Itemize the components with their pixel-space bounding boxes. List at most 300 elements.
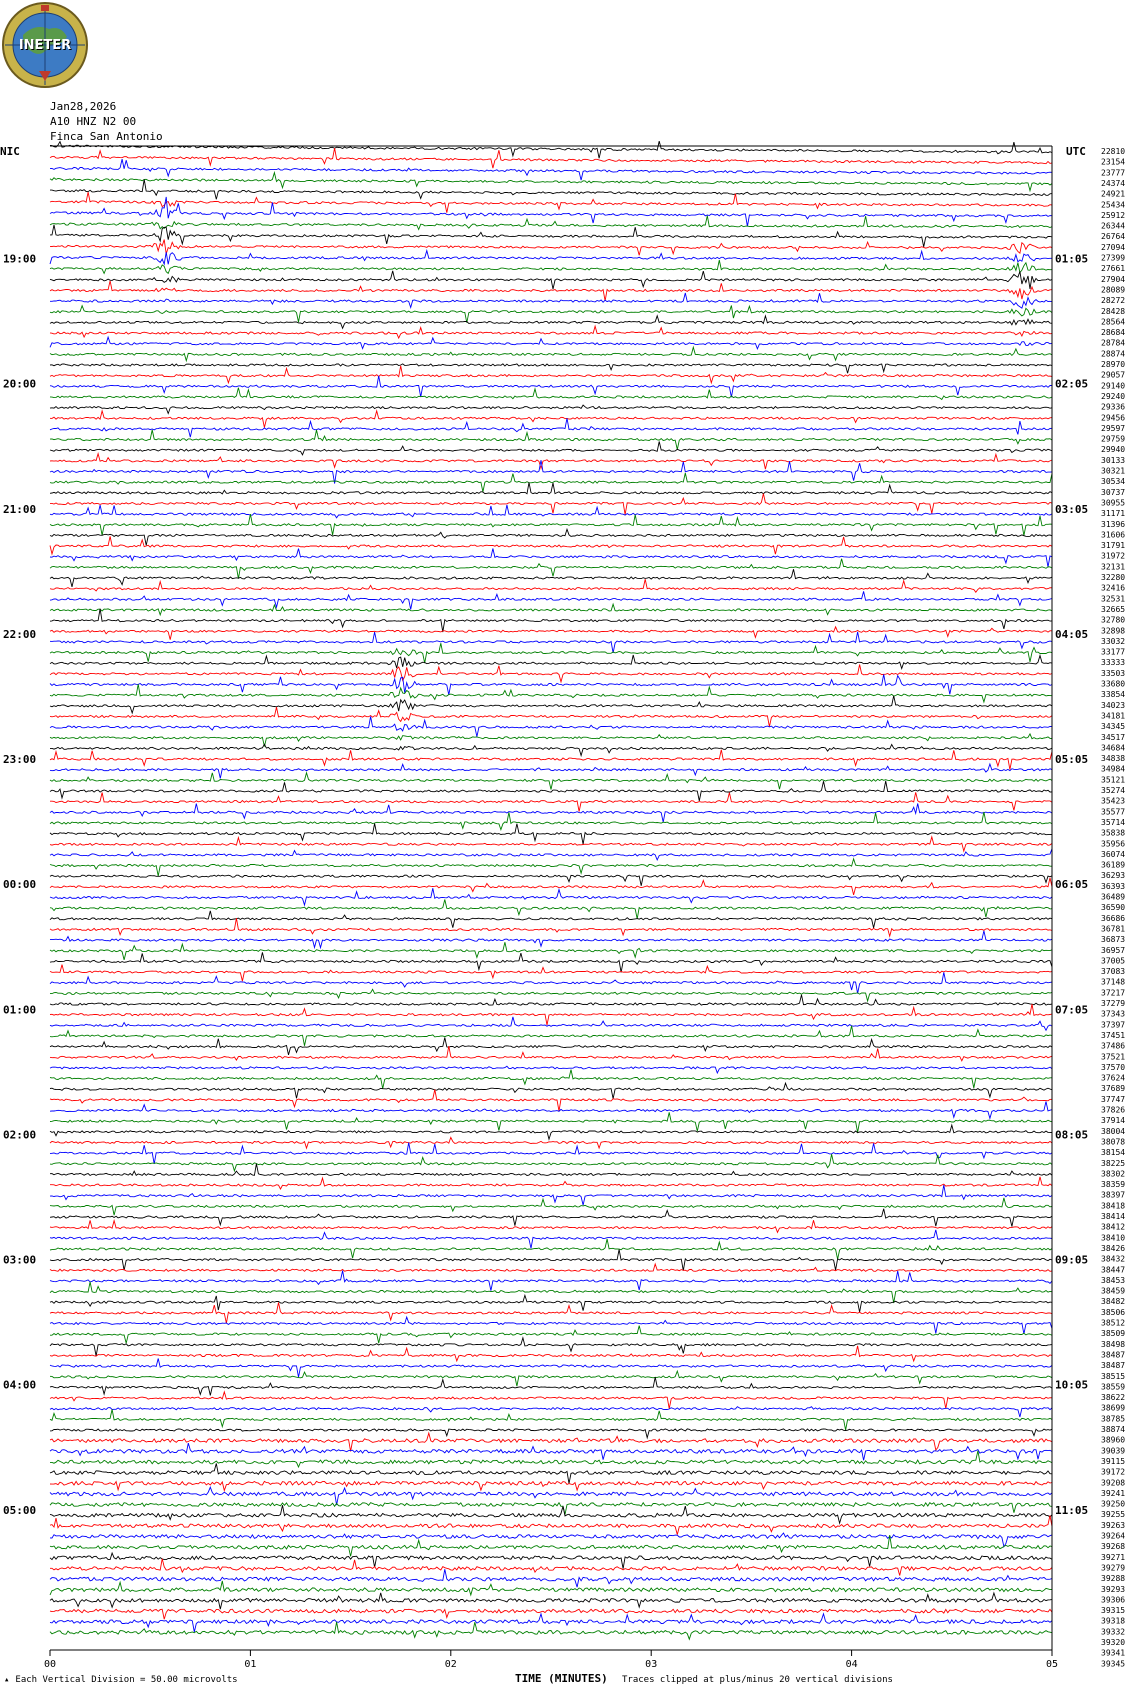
- trace-value-label: 39268: [1101, 1542, 1126, 1552]
- trace-line: [50, 411, 1052, 428]
- trace-value-label: 24921: [1101, 189, 1126, 199]
- trace-line: [50, 1066, 1052, 1073]
- trace-line: [50, 643, 1052, 663]
- x-tick-label: 01: [244, 1659, 257, 1670]
- trace-value-label: 39345: [1101, 1659, 1126, 1669]
- trace-line: [50, 536, 1052, 554]
- trace-line: [50, 1209, 1052, 1227]
- trace-line: [50, 604, 1052, 615]
- trace-value-label: 39172: [1101, 1467, 1126, 1477]
- trace-line: [50, 627, 1052, 640]
- trace-value-label: 30737: [1101, 487, 1126, 497]
- trace-value-label: 28272: [1101, 296, 1126, 306]
- trace-line: [50, 1250, 1052, 1271]
- trace-line: [50, 888, 1052, 905]
- left-time-label: 02:00: [3, 1128, 37, 1142]
- trace-value-label: 37397: [1101, 1020, 1126, 1030]
- trace-value-label: 23777: [1101, 168, 1126, 178]
- trace-line: [50, 918, 1052, 936]
- trace-value-label: 38397: [1101, 1190, 1126, 1200]
- trace-line: [50, 989, 1052, 1001]
- trace-line: [50, 225, 1052, 247]
- trace-value-label: 38412: [1101, 1222, 1126, 1232]
- right-time-label: 10:05: [1055, 1378, 1089, 1392]
- trace-value-label: 39318: [1101, 1616, 1126, 1626]
- trace-value-label: 26764: [1101, 232, 1126, 242]
- right-time-label: 02:05: [1055, 377, 1089, 391]
- trace-value-label: 38512: [1101, 1318, 1126, 1328]
- trace-value-label: 37747: [1101, 1094, 1126, 1104]
- trace-line: [50, 1464, 1052, 1484]
- trace-value-label: 36590: [1101, 903, 1126, 913]
- trace-line: [50, 388, 1052, 400]
- trace-value-label: 29456: [1101, 413, 1126, 423]
- trace-value-label: 39115: [1101, 1456, 1126, 1466]
- trace-line: [50, 632, 1052, 653]
- trace-line: [50, 707, 1052, 727]
- trace-line: [50, 1359, 1052, 1378]
- x-tick-label: 02: [444, 1659, 457, 1670]
- right-time-label: 09:05: [1055, 1253, 1089, 1267]
- trace-value-label: 38874: [1101, 1425, 1126, 1434]
- trace-value-label: 33854: [1101, 690, 1126, 700]
- trace-value-label: 38509: [1101, 1329, 1126, 1339]
- trace-value-label: 36686: [1101, 913, 1126, 923]
- trace-line: [50, 931, 1052, 948]
- trace-line: [50, 494, 1052, 515]
- trace-value-label: 36489: [1101, 892, 1126, 902]
- trace-group: [50, 141, 1052, 1639]
- trace-value-label: 39264: [1101, 1531, 1126, 1541]
- x-ticks-group: [44, 1650, 1058, 1670]
- trace-value-label: 32280: [1101, 573, 1126, 582]
- trace-line: [50, 1317, 1052, 1334]
- trace-line: [50, 995, 1052, 1005]
- trace-value-label: 28874: [1101, 349, 1126, 359]
- trace-value-label: 38225: [1101, 1158, 1126, 1168]
- trace-line: [50, 1346, 1052, 1361]
- x-tick-label: 03: [645, 1659, 658, 1670]
- trace-value-label: 35121: [1101, 775, 1126, 785]
- trace-line: [50, 1451, 1052, 1467]
- trace-value-label: 37624: [1101, 1073, 1126, 1083]
- right-timezone-label: UTC: [1066, 145, 1086, 158]
- trace-value-label: 27904: [1101, 274, 1126, 284]
- trace-value-label: 38699: [1101, 1403, 1126, 1413]
- trace-value-label: 34984: [1101, 764, 1126, 774]
- trace-line: [50, 750, 1052, 770]
- trace-value-label: 34517: [1101, 732, 1126, 742]
- trace-line: [50, 1326, 1052, 1344]
- trace-line: [50, 1443, 1052, 1460]
- trace-value-label: 36189: [1101, 860, 1126, 870]
- trace-line: [50, 1198, 1052, 1215]
- trace-value-label: 33503: [1101, 668, 1126, 678]
- trace-line: [50, 1614, 1052, 1632]
- trace-value-label: 39271: [1101, 1552, 1126, 1562]
- trace-value-label: 24374: [1101, 178, 1126, 188]
- trace-line: [50, 609, 1052, 632]
- trace-value-label: 33680: [1101, 679, 1126, 689]
- trace-line: [50, 1070, 1052, 1089]
- trace-value-label: 37570: [1101, 1062, 1126, 1072]
- trace-value-label: 37689: [1101, 1084, 1126, 1094]
- trace-value-label: 36074: [1101, 849, 1126, 859]
- trace-value-label: 38487: [1101, 1350, 1126, 1360]
- trace-value-label: 37083: [1101, 967, 1126, 977]
- trace-value-label: 38785: [1101, 1414, 1126, 1424]
- header-station: Finca San Antonio: [50, 130, 163, 143]
- trace-value-label: 29597: [1101, 423, 1126, 433]
- trace-line: [50, 1407, 1052, 1417]
- trace-line: [50, 281, 1052, 301]
- trace-line: [50, 364, 1052, 373]
- trace-line: [50, 965, 1052, 982]
- trace-line: [50, 549, 1052, 568]
- left-time-label: 05:00: [3, 1503, 37, 1517]
- header-channel: A10 HNZ N2 00: [50, 115, 137, 128]
- trace-line: [50, 240, 1052, 256]
- trace-value-label: 38506: [1101, 1307, 1126, 1317]
- trace-value-label: 34684: [1101, 743, 1126, 753]
- trace-line: [50, 781, 1052, 801]
- trace-value-label: 35577: [1101, 807, 1126, 817]
- trace-value-label: 38447: [1101, 1265, 1126, 1275]
- trace-value-label: 38559: [1101, 1382, 1126, 1392]
- trace-value-label: 35714: [1101, 817, 1126, 827]
- trace-value-label: 38410: [1101, 1233, 1126, 1243]
- trace-line: [50, 1185, 1052, 1205]
- trace-value-label: 39039: [1101, 1446, 1126, 1456]
- trace-line: [50, 514, 1052, 536]
- trace-line: [50, 717, 1052, 737]
- trace-line: [50, 1004, 1052, 1025]
- trace-line: [50, 684, 1052, 702]
- trace-value-label: 39208: [1101, 1478, 1126, 1488]
- trace-value-label: 34023: [1101, 700, 1126, 710]
- trace-line: [50, 1143, 1052, 1164]
- trace-value-label: 29940: [1101, 445, 1126, 455]
- trace-line: [50, 376, 1052, 397]
- trace-line: [50, 141, 1052, 158]
- trace-line: [50, 1569, 1052, 1587]
- trace-value-label: 39293: [1101, 1584, 1126, 1594]
- trace-value-label: 37914: [1101, 1116, 1126, 1126]
- left-timezone-label: NIC: [0, 145, 20, 158]
- trace-value-label: 22810: [1101, 147, 1126, 156]
- trace-line: [50, 1264, 1052, 1271]
- x-tick-label: 05: [1045, 1659, 1059, 1670]
- trace-value-label: 30133: [1101, 455, 1126, 465]
- trace-value-label: 38418: [1101, 1201, 1126, 1211]
- trace-value-label: 31606: [1101, 530, 1126, 540]
- left-time-label: 01:00: [3, 1003, 37, 1017]
- trace-line: [50, 418, 1052, 437]
- trace-line: [50, 696, 1052, 713]
- trace-value-label: 32898: [1101, 626, 1126, 636]
- trace-line: [50, 505, 1052, 518]
- trace-value-label: 28089: [1101, 285, 1126, 295]
- left-time-label: 19:00: [3, 252, 37, 266]
- left-time-label: 00:00: [3, 878, 37, 892]
- left-time-label: 03:00: [3, 1253, 37, 1267]
- right-time-label: 03:05: [1055, 502, 1089, 516]
- trace-line: [50, 559, 1052, 579]
- trace-line: [50, 1083, 1052, 1098]
- trace-value-label: 31171: [1101, 509, 1126, 519]
- x-tick-label: 04: [845, 1659, 858, 1670]
- trace-line: [50, 442, 1052, 455]
- trace-value-label: 38078: [1101, 1137, 1126, 1147]
- trace-value-label: 32780: [1101, 615, 1126, 625]
- right-time-label: 07:05: [1055, 1003, 1089, 1017]
- trace-line: [50, 260, 1052, 273]
- trace-line: [50, 824, 1052, 845]
- trace-line: [50, 569, 1052, 587]
- trace-line: [50, 1433, 1052, 1451]
- trace-line: [50, 1303, 1052, 1324]
- trace-line: [50, 1409, 1052, 1430]
- trace-value-label: 36781: [1101, 924, 1126, 934]
- trace-value-label: 39241: [1101, 1488, 1126, 1498]
- left-time-label: 23:00: [3, 753, 37, 767]
- trace-value-label: 27661: [1101, 264, 1126, 274]
- trace-line: [50, 216, 1052, 230]
- trace-line: [50, 900, 1052, 919]
- trace-value-label: 37451: [1101, 1030, 1126, 1040]
- trace-value-label: 27094: [1101, 242, 1126, 252]
- trace-value-label: 39320: [1101, 1638, 1126, 1647]
- trace-line: [50, 1487, 1052, 1505]
- trace-line: [50, 849, 1052, 860]
- logo-text: INETER: [18, 38, 72, 53]
- trace-value-label: 39341: [1101, 1648, 1126, 1658]
- trace-line: [50, 952, 1052, 972]
- trace-value-label: 38453: [1101, 1275, 1126, 1285]
- trace-line: [50, 430, 1052, 450]
- trace-line: [50, 1581, 1052, 1595]
- trace-line: [50, 1137, 1052, 1148]
- trace-line: [50, 1622, 1052, 1639]
- trace-line: [50, 1295, 1052, 1312]
- trace-line: [50, 859, 1052, 876]
- trace-value-label: 31972: [1101, 551, 1126, 561]
- right-value-labels: [1101, 147, 1125, 1668]
- trace-line: [50, 1481, 1052, 1490]
- trace-line: [50, 1125, 1052, 1139]
- trace-value-label: 26344: [1101, 221, 1126, 231]
- left-time-labels: [3, 253, 36, 1517]
- trace-line: [50, 1338, 1052, 1356]
- trace-line: [50, 1559, 1052, 1576]
- trace-value-label: 34838: [1101, 754, 1126, 764]
- trace-line: [50, 792, 1052, 811]
- trace-line: [50, 529, 1052, 545]
- scale-note: ▴ Each Vertical Division = 50.00 microvolts: [4, 1675, 238, 1685]
- trace-value-label: 39263: [1101, 1520, 1126, 1530]
- trace-line: [50, 337, 1052, 349]
- trace-line: [50, 911, 1052, 928]
- left-time-label: 21:00: [3, 502, 37, 516]
- clip-note: Traces clipped at plus/minus 20 vertical divisions: [622, 1675, 893, 1685]
- trace-line: [50, 1377, 1052, 1395]
- trace-value-label: 30534: [1101, 477, 1126, 487]
- trace-value-label: 36873: [1101, 935, 1126, 945]
- trace-line: [50, 192, 1052, 213]
- trace-value-label: 39306: [1101, 1595, 1126, 1605]
- trace-value-label: 36393: [1101, 881, 1126, 891]
- trace-line: [50, 1282, 1052, 1303]
- trace-value-label: 28684: [1101, 328, 1126, 338]
- trace-line: [50, 1046, 1052, 1061]
- trace-value-label: 33177: [1101, 647, 1126, 657]
- trace-line: [50, 306, 1052, 323]
- trace-line: [50, 316, 1052, 329]
- trace-line: [50, 293, 1052, 308]
- trace-value-label: 39288: [1101, 1574, 1126, 1584]
- right-time-labels: [1055, 253, 1088, 1517]
- trace-value-label: 37279: [1101, 999, 1126, 1008]
- trace-value-label: 38459: [1101, 1286, 1126, 1296]
- trace-value-label: 38482: [1101, 1297, 1126, 1307]
- trace-line: [50, 1271, 1052, 1291]
- trace-value-label: 38960: [1101, 1435, 1126, 1445]
- trace-value-label: 29759: [1101, 434, 1126, 444]
- trace-value-label: 36957: [1101, 945, 1126, 955]
- trace-value-label: 28970: [1101, 360, 1126, 369]
- trace-value-label: 38426: [1101, 1243, 1126, 1253]
- trace-value-label: 35274: [1101, 786, 1126, 795]
- trace-value-label: 39255: [1101, 1510, 1126, 1520]
- trace-line: [50, 483, 1052, 495]
- right-time-label: 06:05: [1055, 878, 1089, 892]
- trace-line: [50, 1177, 1052, 1189]
- trace-value-label: 39315: [1101, 1606, 1126, 1616]
- trace-value-label: 25912: [1101, 210, 1126, 220]
- trace-value-label: 38004: [1101, 1126, 1126, 1136]
- trace-value-label: 33333: [1101, 658, 1126, 668]
- trace-value-label: 36293: [1101, 871, 1126, 881]
- trace-value-label: 35956: [1101, 839, 1126, 849]
- trace-value-label: 34345: [1101, 722, 1126, 732]
- trace-line: [50, 1090, 1052, 1112]
- trace-line: [50, 366, 1052, 383]
- trace-value-label: 29336: [1101, 402, 1126, 412]
- trace-value-label: 37521: [1101, 1052, 1126, 1062]
- trace-line: [50, 579, 1052, 592]
- trace-value-label: 38154: [1101, 1148, 1126, 1158]
- left-time-label: 22:00: [3, 627, 37, 641]
- trace-line: [50, 972, 1052, 993]
- right-time-label: 11:05: [1055, 1503, 1089, 1517]
- trace-value-label: 31791: [1101, 541, 1126, 551]
- trace-line: [50, 1239, 1052, 1259]
- trace-value-label: 38302: [1101, 1169, 1126, 1179]
- trace-value-label: 38359: [1101, 1180, 1126, 1190]
- trace-value-label: 32131: [1101, 562, 1126, 572]
- trace-value-label: 32416: [1101, 583, 1126, 593]
- trace-line: [50, 655, 1052, 669]
- left-time-label: 04:00: [3, 1378, 37, 1392]
- trace-line: [50, 1164, 1052, 1176]
- trace-line: [50, 875, 1052, 886]
- trace-line: [50, 347, 1052, 361]
- trace-value-label: 38414: [1101, 1212, 1126, 1221]
- trace-line: [50, 1154, 1052, 1171]
- scale-text: Each Vertical Division = 50.00 microvolts: [15, 1675, 238, 1685]
- trace-value-label: 29240: [1101, 391, 1126, 401]
- trace-line: [50, 812, 1052, 830]
- trace-line: [50, 460, 1052, 483]
- trace-value-label: 30955: [1101, 498, 1126, 508]
- right-time-label: 04:05: [1055, 627, 1089, 641]
- trace-line: [50, 942, 1052, 960]
- trace-value-label: 32665: [1101, 604, 1126, 614]
- trace-line: [50, 326, 1052, 338]
- trace-line: [50, 804, 1052, 823]
- trace-line: [50, 1609, 1052, 1620]
- trace-value-label: 35838: [1101, 828, 1126, 838]
- left-time-label: 20:00: [3, 377, 37, 391]
- trace-value-label: 23154: [1101, 157, 1126, 167]
- trace-value-label: 37005: [1101, 956, 1126, 966]
- trace-value-label: 27399: [1101, 253, 1126, 263]
- trace-line: [50, 1533, 1052, 1547]
- trace-value-label: 37486: [1101, 1041, 1126, 1051]
- trace-line: [50, 1505, 1052, 1523]
- trace-line: [50, 764, 1052, 778]
- trace-value-label: 35423: [1101, 796, 1126, 806]
- trace-line: [50, 1429, 1052, 1438]
- trace-value-label: 38515: [1101, 1371, 1126, 1381]
- trace-line: [50, 734, 1052, 747]
- trace-line: [50, 1038, 1052, 1055]
- trace-value-label: 38622: [1101, 1393, 1126, 1403]
- header-date: Jan28,2026: [50, 100, 117, 113]
- trace-line: [50, 1102, 1052, 1119]
- trace-value-label: 37217: [1101, 988, 1126, 998]
- trace-line: [50, 454, 1052, 469]
- trace-value-label: 37343: [1101, 1009, 1126, 1019]
- trace-line: [50, 473, 1052, 492]
- trace-line: [50, 1017, 1052, 1030]
- trace-value-label: 38498: [1101, 1339, 1126, 1349]
- right-time-label: 08:05: [1055, 1128, 1089, 1142]
- trace-line: [50, 837, 1052, 851]
- trace-line: [50, 1230, 1052, 1249]
- trace-line: [50, 1026, 1052, 1046]
- trace-value-label: 29057: [1101, 370, 1126, 380]
- trace-value-label: 25434: [1101, 200, 1126, 210]
- x-axis-label: TIME (MINUTES): [515, 1672, 608, 1685]
- trace-line: [50, 1220, 1052, 1232]
- trace-value-label: 33032: [1101, 636, 1126, 646]
- trace-line: [50, 148, 1052, 168]
- trace-value-label: 32531: [1101, 594, 1126, 604]
- trace-line: [50, 173, 1052, 191]
- ineter-logo: [1, 1, 89, 89]
- trace-value-label: 29140: [1101, 381, 1126, 391]
- trace-value-label: 39279: [1101, 1563, 1126, 1573]
- trace-value-label: 38487: [1101, 1361, 1126, 1371]
- trace-line: [50, 1112, 1052, 1132]
- trace-line: [50, 744, 1052, 755]
- trace-line: [50, 271, 1052, 289]
- trace-value-label: 39250: [1101, 1499, 1126, 1509]
- trace-value-label: 28428: [1101, 306, 1126, 316]
- trace-line: [50, 1515, 1052, 1534]
- trace-line: [50, 405, 1052, 413]
